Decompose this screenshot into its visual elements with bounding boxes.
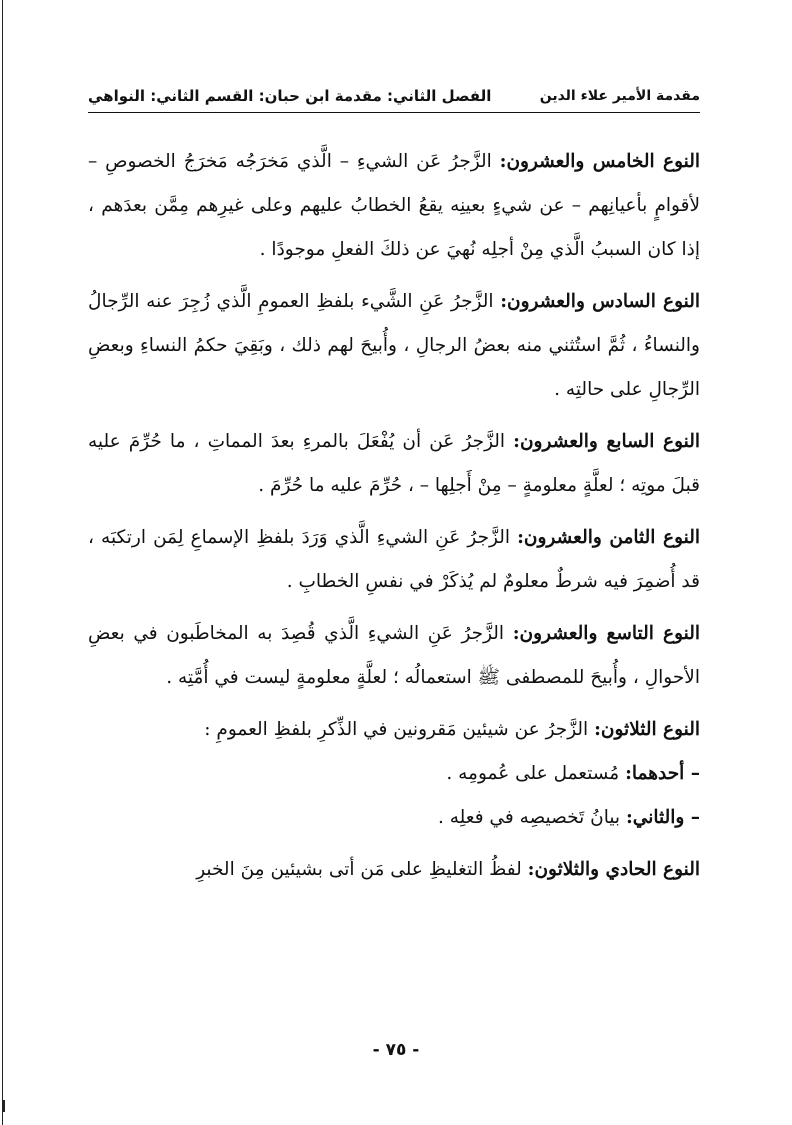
list-item-label: – والثاني:	[625, 807, 700, 828]
page-number: - ٧٥ -	[372, 1040, 420, 1060]
list-item-text: مُستعمل على عُمومِه .	[446, 763, 626, 784]
paragraph-type-25	[88, 140, 700, 272]
paragraph-type-30	[88, 708, 700, 752]
paragraph-heading: النوع الخامس والعشرون:	[499, 151, 701, 172]
paragraph-heading: النوع السادس والعشرون:	[500, 291, 700, 312]
header-section: الفصل الثاني: مقدمة ابن حبان: القسم الثاني: النواهي	[88, 87, 492, 105]
paragraph-text: الزَّجرُ عَنِ الشيءِ الَّذي قُصِدَ به المخاطَبون في بعضِ الأحوالِ ، وأُبيحَ للمصطفى ﷺ استعمالُه ؛ لعلَّةٍ معلومةٍ ليست في أُمَّتِه .	[88, 623, 700, 688]
paragraph-text: الزَّجرُ عَنِ الشَّيء بلفظِ العمومِ الَّذي زُجِرَ عنه الرِّجالُ والنساءُ ، ثُمَّ استُثني منه بعضُ الرجالِ ، وأُبيحَ لهم ذلك ، وبَقِيَ حكمُ النساءِ وبعضِ الرِّجالِ على حالتِه .	[88, 291, 700, 400]
list-item-first	[88, 752, 700, 796]
scan-mark	[3, 1100, 5, 1112]
paragraph-heading: النوع الثامن والعشرون:	[517, 527, 700, 548]
paragraph-type-27	[88, 420, 700, 508]
paragraph-text: الزَّجرُ عَن الشيءِ – الَّذي مَخرَجُه مَخرَجُ الخصوصِ – لأقوامٍ بأعيانِهم – عن شيءٍ بعينِه يقعُ الخطابُ عليهم وعلى غيرِهم مِمَّن بعدَهم ، إذا كان السببُ الَّذي مِنْ أجلِه نُهيَ عن ذلكَ الفعلِ موجودًا .	[88, 151, 700, 260]
paragraph-type-28	[88, 516, 700, 604]
list-item-label: – أحدهما:	[625, 763, 700, 784]
paragraph-type-26	[88, 280, 700, 412]
running-header	[88, 84, 700, 108]
scan-edge-line	[2, 0, 3, 1125]
list-item-second	[88, 796, 700, 840]
paragraph-type-31	[88, 848, 700, 892]
paragraph-text: الزَّجرُ عَنِ الشيءِ الَّذي وَرَدَ بلفظِ الإسماعِ لِمَن ارتكبَه ، قد أُضمِرَ فيه شرطٌ معلومٌ لم يُذكَرْ في نفسِ الخطابِ .	[88, 527, 700, 592]
paragraph-heading: النوع السابع والعشرون:	[513, 431, 700, 452]
paragraph-type-29	[88, 612, 700, 700]
paragraph-text: الزَّجرُ عَن أن يُفْعَلَ بالمرءِ بعدَ المماتِ ، ما حُرِّمَ عليه قبلَ موتِه ؛ لعلَّةٍ معلومةٍ – مِنْ أَجلِها – ، حُرِّمَ عليه ما حُرِّمَ .	[88, 431, 700, 496]
paragraph-heading: النوع الثلاثون:	[594, 719, 700, 740]
paragraph-text: الزَّجرُ عن شيئين مَقرونين في الذِّكرِ بلفظِ العمومِ :	[204, 719, 595, 740]
page-body	[88, 140, 700, 900]
paragraph-text: لفظُ التغليظِ على مَن أتى بشيئين مِنَ الخبرِ	[196, 859, 528, 880]
paragraph-heading: النوع التاسع والعشرون:	[512, 623, 700, 644]
list-item-text: بيانُ تَخصيصِه في فعلِه .	[437, 807, 626, 828]
header-author: مقدمة الأمير علاء الدين	[539, 88, 700, 104]
paragraph-heading: النوع الحادي والثلاثون:	[527, 859, 700, 880]
header-rule	[88, 112, 700, 113]
